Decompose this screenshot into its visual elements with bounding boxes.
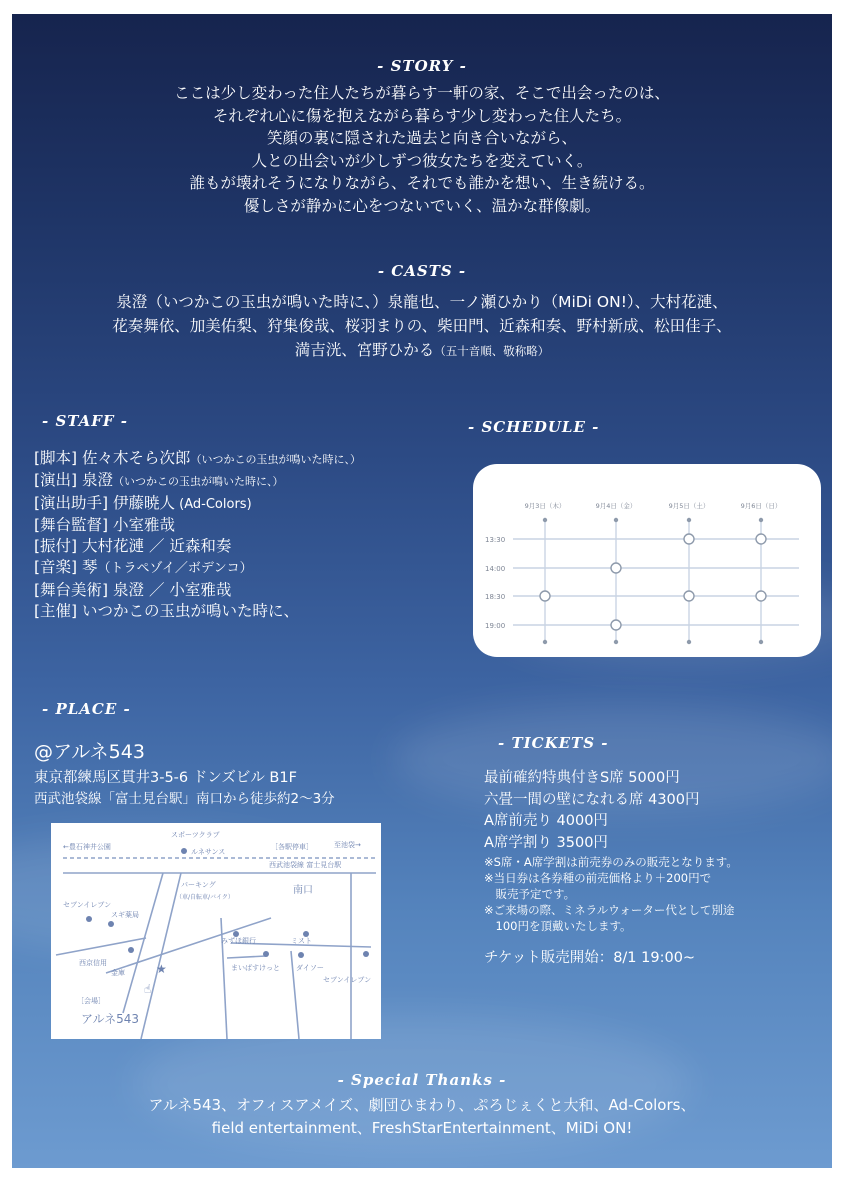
story-line: それぞれ心に傷を抱えながら暮らす少し変わった住人たち。	[212, 106, 632, 125]
ticket-item: 最前確約特典付きS席 5000円	[484, 770, 680, 786]
schedule-grid	[473, 464, 821, 657]
map-label-south-exit: 南口	[293, 885, 313, 896]
map-pin-icon	[263, 951, 269, 957]
schedule-time-label: 19:00	[485, 622, 506, 630]
schedule-end-dot	[614, 518, 618, 522]
staff-note: （トラペゾイ／ボデンコ）	[97, 561, 253, 577]
casts-list	[32, 290, 812, 363]
map-label-direction: 至池袋→	[334, 841, 361, 849]
ticket-note: ※当日券は各券種の前売価格より＋200円で	[484, 871, 712, 885]
thanks-line: field entertainment、FreshStarEntertainment、MiDi ON!	[211, 1119, 633, 1137]
venue-address: 東京都練馬区貫井3-5-6 ドンズビル B1F	[34, 770, 297, 786]
staff-list	[34, 448, 361, 622]
map-drawing	[51, 823, 381, 1039]
staff-name: 琴	[77, 558, 98, 577]
schedule-performance-marker	[611, 620, 621, 630]
story-line: 笑顔の裏に隠された過去と向き合いながら、	[266, 129, 577, 147]
staff-note: （いつかこの玉虫が鳴いた時に、）	[190, 453, 362, 466]
ticket-note: ※ご来場の際、ミネラルウォーター代として別途	[484, 903, 735, 917]
road	[123, 873, 163, 1013]
road	[141, 873, 181, 1039]
casts-line-main: 満吉洸、宮野ひかる	[294, 341, 435, 359]
map-label-daiso: ダイソー	[296, 964, 324, 972]
staff-role: [振付]	[34, 537, 78, 556]
staff-note: (Ad-Colors)	[175, 496, 252, 512]
schedule-performance-marker	[540, 591, 550, 601]
story-heading: - STORY -	[377, 57, 467, 75]
story-line: 誰もが壊れそうになりながら、それでも誰かを想い、生き続ける。	[189, 174, 655, 192]
map-label-seven: セブンイレブン	[323, 976, 372, 984]
map-label-venue-name: アルネ543	[81, 1012, 140, 1026]
venue-access: 西武池袋線「富士見台駅」南口から徒歩約2〜3分	[34, 791, 335, 807]
schedule-heading: - SCHEDULE -	[468, 418, 600, 436]
staff-role: [脚本]	[34, 449, 78, 467]
staff-name: 小室雅哉	[108, 515, 176, 534]
schedule-chart	[473, 464, 821, 657]
schedule-performance-marker	[756, 591, 766, 601]
map-label-sports: スポーツクラブ	[171, 831, 220, 839]
map-label-station: ［各駅停車］	[271, 843, 313, 851]
schedule-end-dot	[614, 640, 618, 644]
story-line: ここは少し変わった住人たちが暮らす一軒の家、そこで出会ったのは、	[174, 84, 670, 102]
map-label-misuto: ミスト	[291, 937, 312, 945]
venue-name: @アルネ543	[34, 741, 145, 763]
schedule-end-dot	[543, 640, 547, 644]
map-pin-icon	[128, 947, 134, 953]
map-label-shinkin: 金庫	[111, 969, 125, 977]
thanks-line: アルネ543、オフィスアメイズ、劇団ひまわり、ぷろじぇくと大和、Ad-Colors、	[148, 1096, 696, 1114]
schedule-date-label: 9月6日（日）	[740, 502, 782, 510]
staff-name: 伊藤暁人	[108, 493, 176, 512]
schedule-end-dot	[687, 518, 691, 522]
thanks-heading: - Special Thanks -	[337, 1071, 507, 1089]
schedule-end-dot	[687, 640, 691, 644]
schedule-performance-marker	[684, 534, 694, 544]
map-label-sports: ルネサンス	[191, 848, 226, 856]
staff-row	[34, 601, 361, 622]
schedule-time-label: 14:00	[485, 565, 506, 573]
map-label-station-name: 西武池袋線 富士見台駅	[269, 861, 342, 869]
map-label-parking: パーキング	[181, 881, 216, 889]
map-label-mizuho: みずほ銀行	[221, 937, 256, 945]
ticket-item: A席学割り 3500円	[484, 834, 608, 851]
staff-role: [舞台美術]	[34, 580, 109, 599]
map-label-seven: セブンイレブン	[63, 901, 112, 909]
staff-note: （いつかこの玉虫が鳴いた時に、）	[113, 475, 284, 489]
thanks-list	[12, 1094, 832, 1140]
casts-heading: - CASTS -	[377, 262, 467, 280]
staff-heading: - STAFF -	[42, 412, 129, 430]
schedule-time-label: 18:30	[485, 593, 506, 601]
flyer-background	[12, 14, 832, 1168]
staff-row	[34, 557, 361, 579]
ticket-item: A席前売り 4000円	[484, 813, 608, 829]
map-label-venue: ［会場］	[77, 997, 105, 1005]
staff-name: 佐々木そら次郎	[77, 449, 191, 467]
ticket-item: 六畳一間の壁になれる席 4300円	[484, 791, 700, 808]
ticket-sale-start: チケット販売開始：8/1 19:00~	[484, 950, 696, 966]
place-heading: - PLACE -	[42, 700, 131, 718]
staff-role: [演出]	[34, 471, 78, 490]
map-label-shinkin: 西京信用	[79, 959, 107, 967]
map-label-parking-sub: （車/自転車/バイク）	[176, 894, 234, 901]
map-label-park: ←豊石神井公園	[63, 843, 111, 851]
staff-name: いつかこの玉虫が鳴いた時に、	[77, 602, 300, 621]
map-pin-icon	[181, 848, 187, 854]
schedule-performance-marker	[756, 534, 766, 544]
schedule-date-label: 9月5日（土）	[668, 502, 710, 510]
story-line: 人との出会いが少しずつ彼女たちを変えていく。	[251, 151, 593, 170]
casts-line: 泉澄（いつかこの玉虫が鳴いた時に、）泉龍也、一ノ瀬ひかり（MiDi ON!）、大村花漣、	[116, 293, 728, 311]
staff-row	[34, 515, 361, 536]
casts-line	[32, 338, 812, 363]
schedule-performance-marker	[611, 563, 621, 573]
staff-role: [音楽]	[34, 558, 78, 577]
map-label-sugi: スギ薬局	[111, 911, 139, 919]
ticket-note: ※S席・A席学割は前売券のみの販売となります。	[484, 855, 738, 869]
staff-name: 大村花漣 ／ 近森和奏	[77, 537, 232, 556]
schedule-end-dot	[759, 518, 763, 522]
staff-name: 泉澄 ／ 小室雅哉	[108, 580, 232, 599]
schedule-performance-marker	[684, 591, 694, 601]
casts-line: 花奏舞依、加美佑梨、狩集俊哉、桜羽まりの、柴田門、近森和奏、野村新成、松田佳子、	[112, 317, 732, 335]
story-line: 優しさが静かに心をつないでいく、温かな群像劇。	[243, 196, 601, 215]
venue-star-icon: ★	[156, 962, 167, 976]
staff-row	[34, 580, 361, 601]
map-pin-icon	[108, 921, 114, 927]
ticket-note: 100円を頂戴いたします。	[484, 919, 632, 933]
staff-row	[34, 536, 361, 557]
staff-role: [主催]	[34, 602, 78, 621]
schedule-end-dot	[543, 518, 547, 522]
venue-hand-icon: ☝	[144, 982, 152, 996]
staff-row	[34, 493, 361, 515]
road	[227, 956, 266, 958]
ticket-note: 販売予定です。	[484, 887, 576, 901]
map-label-maibasu: まいばすけっと	[231, 964, 280, 972]
staff-row	[34, 448, 361, 470]
schedule-time-label: 13:30	[485, 536, 506, 544]
map-pin-icon	[298, 952, 304, 958]
schedule-end-dot	[759, 640, 763, 644]
map-pin-icon	[363, 951, 369, 957]
staff-row	[34, 470, 361, 492]
venue-map	[51, 823, 381, 1039]
casts-note: （五十音順、敬称略）	[434, 344, 550, 358]
tickets-heading: - TICKETS -	[498, 734, 609, 752]
map-pin-icon	[86, 916, 92, 922]
staff-role: [舞台監督]	[34, 515, 109, 534]
tickets-list	[484, 768, 738, 970]
staff-role: [演出助手]	[34, 493, 109, 512]
story-text	[12, 82, 832, 217]
schedule-date-label: 9月3日（木）	[524, 502, 566, 510]
schedule-date-label: 9月4日（金）	[595, 502, 637, 510]
staff-name: 泉澄	[77, 471, 114, 490]
